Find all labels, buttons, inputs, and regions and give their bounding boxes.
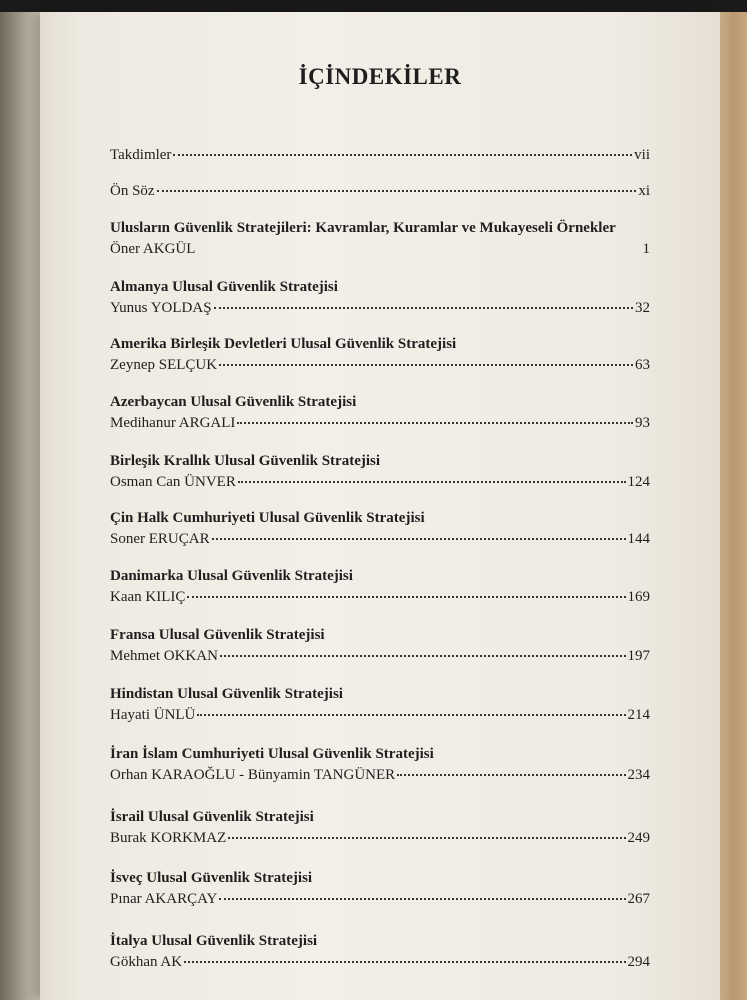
chapter-author: Burak KORKMAZ (110, 830, 227, 846)
chapter-title: Çin Halk Cumhuriyeti Ulusal Güvenlik Stratejisi (110, 510, 425, 526)
chapter-author: Öner AKGÜL (110, 241, 196, 257)
chapter-author: Osman Can ÜNVER (110, 474, 236, 490)
toc-label: Takdimler (110, 147, 172, 163)
chapter-title: İsrail Ulusal Güvenlik Stratejisi (110, 809, 314, 825)
toc-page-number: 294 (627, 954, 650, 970)
chapter-title: Fransa Ulusal Güvenlik Stratejisi (110, 627, 325, 643)
dot-leader (220, 651, 626, 657)
chapter-author: Hayati ÜNLÜ (110, 707, 196, 723)
toc-page-number: 169 (627, 589, 650, 605)
toc-entry (110, 745, 650, 784)
toc-page-number: 144 (627, 531, 650, 547)
toc-front-matter-takdimler (110, 146, 650, 164)
dot-leader (219, 360, 633, 366)
toc-entry (110, 567, 650, 606)
page-title: İÇİNDEKİLER (298, 64, 462, 89)
chapter-title: Danimarka Ulusal Güvenlik Stratejisi (110, 568, 353, 584)
toc-page-number: xi (638, 183, 650, 199)
toc-page-number: 267 (627, 891, 650, 907)
dot-leader (187, 592, 625, 598)
chapter-title: İtalya Ulusal Güvenlik Stratejisi (110, 933, 318, 949)
dot-leader (197, 710, 625, 716)
chapter-title: Amerika Birleşik Devletleri Ulusal Güvenlik Stratejisi (110, 336, 457, 352)
chapter-title: Almanya Ulusal Güvenlik Stratejisi (110, 279, 338, 295)
dot-leader (238, 477, 626, 483)
toc-entry (110, 219, 650, 258)
toc-entry (110, 685, 650, 724)
chapter-title: Azerbaycan Ulusal Güvenlik Stratejisi (110, 394, 357, 410)
toc-entry (110, 932, 650, 971)
toc-entry (110, 626, 650, 665)
chapter-author: Zeynep SELÇUK (110, 357, 218, 373)
toc-page-number: 124 (627, 474, 650, 490)
wooden-table-edge (719, 12, 747, 1000)
toc-page-number: 234 (627, 767, 650, 783)
dot-leader (237, 418, 633, 424)
toc-page-number: 249 (627, 830, 650, 846)
chapter-author: Soner ERUÇAR (110, 531, 210, 547)
chapter-author: Kaan KILIÇ (110, 589, 186, 605)
chapter-author: Orhan KARAOĞLU - Bünyamin TANGÜNER (110, 767, 396, 783)
toc-entry (110, 869, 650, 908)
chapter-author: Yunus YOLDAŞ (110, 300, 212, 316)
chapter-title: İsveç Ulusal Güvenlik Stratejisi (110, 870, 313, 886)
dot-leader (173, 150, 632, 156)
toc-page-number: 1 (642, 241, 650, 257)
chapter-author: Gökhan AK (110, 954, 183, 970)
toc-entry (110, 393, 650, 432)
toc-entry (110, 808, 650, 847)
chapter-title: Ulusların Güvenlik Stratejileri: Kavramlar, Kuramlar ve Mukayeseli Örnekler (110, 220, 616, 236)
toc-page-number: 214 (627, 707, 650, 723)
dot-leader (184, 957, 625, 963)
chapter-author: Pınar AKARÇAY (110, 891, 218, 907)
toc-entry (110, 452, 650, 491)
chapter-author: Medihanur ARGALI (110, 415, 236, 431)
toc-front-matter-on-soz (110, 182, 650, 200)
dot-leader (228, 833, 625, 839)
toc-page-number: 197 (627, 648, 650, 664)
toc-page-number: vii (634, 147, 650, 163)
toc-page-number: 63 (635, 357, 650, 373)
dot-leader (397, 770, 625, 776)
chapter-title: Birleşik Krallık Ulusal Güvenlik Stratejisi (110, 453, 381, 469)
chapter-author: Mehmet OKKAN (110, 648, 218, 664)
toc-entry (110, 278, 650, 317)
dot-leader (219, 894, 625, 900)
toc-entry (110, 335, 650, 374)
dot-leader (214, 303, 633, 309)
toc-entry (110, 509, 650, 548)
dot-leader (212, 534, 626, 540)
toc-page-number: 32 (635, 300, 650, 316)
dot-leader (157, 186, 637, 192)
chapter-title: İran İslam Cumhuriyeti Ulusal Güvenlik Stratejisi (110, 746, 434, 762)
toc-label: Ön Söz (110, 183, 155, 199)
chapter-title: Hindistan Ulusal Güvenlik Stratejisi (110, 686, 343, 702)
toc-page-number: 93 (635, 415, 650, 431)
